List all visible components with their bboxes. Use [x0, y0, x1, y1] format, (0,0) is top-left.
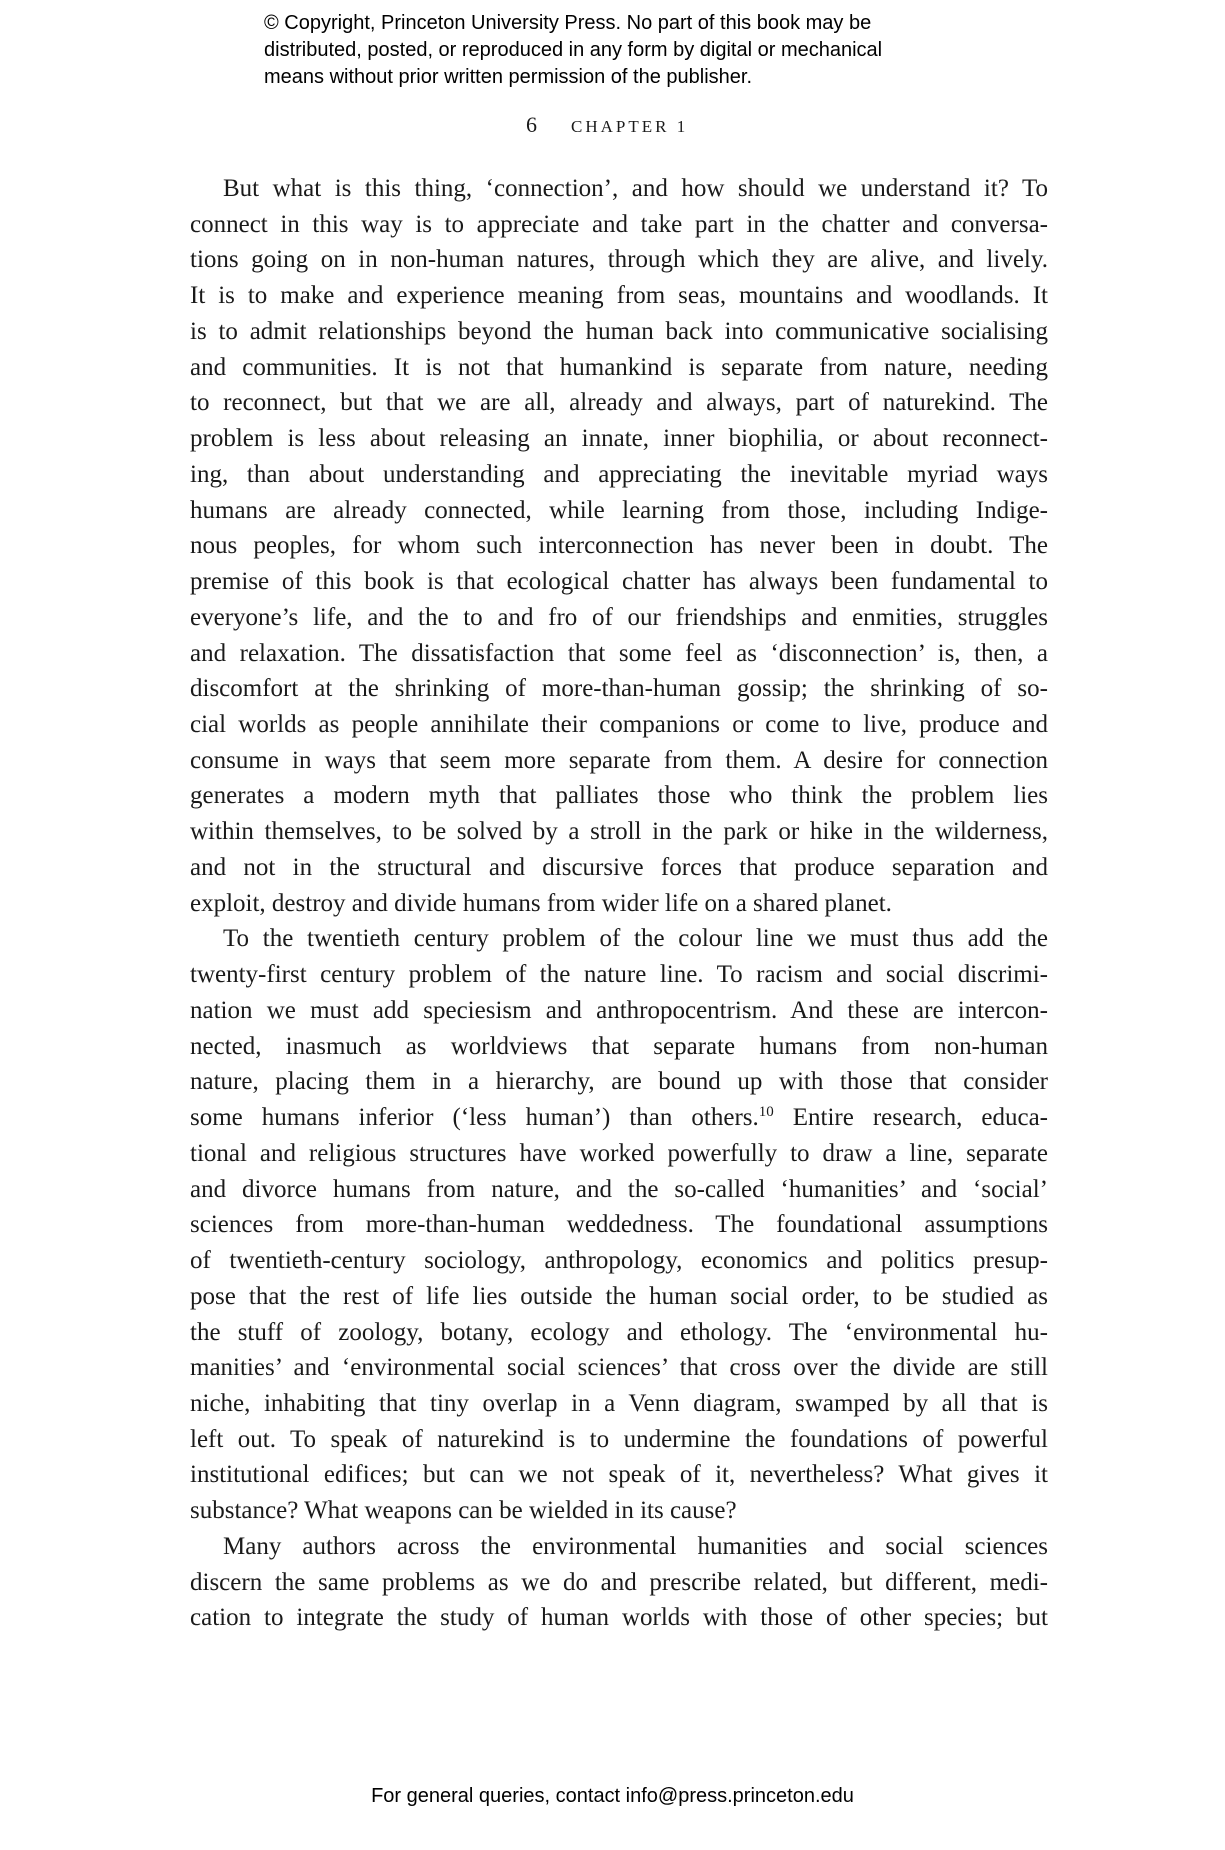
line-text: and communities. It is not that humankind is separate from nature, needing	[190, 353, 1048, 381]
line-text: of twentieth-century sociology, anthropology, economics and politics presup-	[190, 1247, 1048, 1275]
line-text: consume in ways that seem more separate from them. A desire for connection	[190, 746, 1048, 774]
line-text: and not in the structural and discursive forces that produce separation and	[190, 853, 1048, 881]
chapter-title: CHAPTER 1	[571, 117, 689, 136]
footer-contact	[0, 1783, 1225, 1810]
line-text: everyone’s life, and the to and fro of our friendships and enmities, struggles	[190, 603, 1048, 631]
text-line	[190, 350, 1048, 386]
line-text: cial worlds as people annihilate their companions or come to live, produce and	[190, 711, 1048, 739]
text-line	[190, 1207, 1048, 1243]
line-text: to reconnect, but that we are all, already and always, part of naturekind. The	[190, 389, 1048, 417]
text-line	[190, 636, 1048, 672]
line-text: It is to make and experience meaning from seas, mountains and woodlands. It	[190, 282, 1048, 310]
line-text: the stuff of zoology, botany, ecology and ethology. The ‘environmental hu-	[190, 1318, 1048, 1346]
line-text: institutional edifices; but can we not speak of it, nevertheless? What gives it	[190, 1461, 1048, 1489]
line-text-before-note: some humans inferior (‘less human’) than others.	[190, 1104, 759, 1132]
line-text: tional and religious structures have worked powerfully to draw a line, separate	[190, 1139, 1048, 1167]
text-line	[190, 242, 1048, 278]
text-line	[190, 1100, 1048, 1136]
line-text: cation to integrate the study of human worlds with those of other species; but	[190, 1604, 1048, 1632]
line-text: within themselves, to be solved by a stroll in the park or hike in the wilderness,	[190, 818, 1048, 846]
text-line	[190, 421, 1048, 457]
line-text: connect in this way is to appreciate and take part in the chatter and conversa-	[190, 210, 1048, 238]
text-line	[190, 743, 1048, 779]
line-text: generates a modern myth that palliates those who think the problem lies	[190, 782, 1048, 810]
text-line	[190, 814, 1048, 850]
text-line	[190, 457, 1048, 493]
text-line	[190, 1243, 1048, 1279]
text-line	[190, 886, 1048, 922]
text-line	[190, 1279, 1048, 1315]
body-text	[190, 171, 1048, 1636]
running-head	[0, 110, 1225, 140]
text-line	[190, 1422, 1048, 1458]
text-line	[190, 850, 1048, 886]
page-number: 6	[526, 112, 537, 137]
text-line	[190, 1029, 1048, 1065]
text-line	[190, 493, 1048, 529]
text-line	[190, 921, 1048, 957]
text-line	[190, 600, 1048, 636]
line-text: problem is less about releasing an innate, inner biophilia, or about reconnect-	[190, 425, 1048, 453]
text-line	[190, 278, 1048, 314]
text-line	[190, 1136, 1048, 1172]
line-text: twenty-first century problem of the nature line. To racism and social discrimi-	[190, 961, 1048, 989]
line-text: exploit, destroy and divide humans from wider life on a shared planet.	[190, 889, 892, 917]
line-text: nature, placing them in a hierarchy, are bound up with those that consider	[190, 1068, 1048, 1096]
line-text: discern the same problems as we do and prescribe related, but different, medi-	[190, 1568, 1048, 1596]
text-line	[190, 1600, 1048, 1636]
line-text: humans are already connected, while learning from those, including Indige-	[190, 496, 1048, 524]
text-line	[190, 385, 1048, 421]
text-line	[190, 207, 1048, 243]
line-text: nation we must add speciesism and anthropocentrism. And these are intercon-	[190, 996, 1048, 1024]
copyright-line	[264, 37, 964, 64]
text-line	[190, 1172, 1048, 1208]
line-text: niche, inhabiting that tiny overlap in a Venn diagram, swamped by all that is	[190, 1389, 1048, 1417]
line-text: manities’ and ‘environmental social sciences’ that cross over the divide are still	[190, 1354, 1048, 1382]
copyright-line-text: distributed, posted, or reproduced in any form by digital or mechanical	[264, 39, 883, 61]
text-line	[190, 707, 1048, 743]
text-line	[190, 1529, 1048, 1565]
footer-contact-text: For general queries, contact info@press.princeton.edu	[371, 1785, 854, 1807]
text-line	[190, 1315, 1048, 1351]
line-text: Many authors across the environmental humanities and social sciences	[223, 1532, 1048, 1560]
copyright-line	[264, 64, 964, 91]
line-text: premise of this book is that ecological chatter has always been fundamental to	[190, 568, 1048, 596]
copyright-notice	[264, 10, 964, 91]
text-line	[190, 1565, 1048, 1601]
text-line	[190, 528, 1048, 564]
line-text: sciences from more-than-human weddedness. The foundational assumptions	[190, 1211, 1048, 1239]
line-text: nected, inasmuch as worldviews that separate humans from non-human	[190, 1032, 1048, 1060]
text-line	[190, 671, 1048, 707]
line-text: substance? What weapons can be wielded in its cause?	[190, 1497, 737, 1525]
text-line	[190, 1457, 1048, 1493]
text-line	[190, 1386, 1048, 1422]
line-text: pose that the rest of life lies outside the human social order, to be studied as	[190, 1282, 1048, 1310]
line-text: To the twentieth century problem of the colour line we must thus add the	[223, 925, 1048, 953]
line-text: nous peoples, for whom such interconnection has never been in doubt. The	[190, 532, 1048, 560]
text-line	[190, 564, 1048, 600]
text-line	[190, 993, 1048, 1029]
text-line	[190, 1064, 1048, 1100]
copyright-line	[264, 10, 964, 37]
text-line	[190, 171, 1048, 207]
text-line	[190, 1493, 1048, 1529]
line-text: ing, than about understanding and appreciating the inevitable myriad ways	[190, 460, 1048, 488]
copyright-line-text: means without prior written permission of the publisher.	[264, 66, 753, 88]
text-line	[190, 1350, 1048, 1386]
line-text: and relaxation. The dissatisfaction that some feel as ‘disconnection’ is, then, a	[190, 639, 1048, 667]
line-text-after-note: Entire research, educa-	[773, 1104, 1048, 1132]
footnote-reference: 10	[758, 1104, 774, 1121]
text-line	[190, 957, 1048, 993]
line-text: and divorce humans from nature, and the so-called ‘humanities’ and ‘social’	[190, 1175, 1048, 1203]
line-text: But what is this thing, ‘connection’, and how should we understand it? To	[223, 175, 1048, 202]
line-text	[190, 1104, 1048, 1131]
line-text: discomfort at the shrinking of more-than-human gossip; the shrinking of so-	[190, 675, 1048, 703]
line-text: left out. To speak of naturekind is to undermine the foundations of powerful	[190, 1425, 1048, 1453]
line-text: is to admit relationships beyond the human back into communicative socialising	[190, 317, 1048, 345]
line-text: tions going on in non-human natures, through which they are alive, and lively.	[190, 246, 1048, 274]
text-line	[190, 314, 1048, 350]
text-line	[190, 778, 1048, 814]
copyright-line-text: © Copyright, Princeton University Press. No part of this book may be	[264, 12, 872, 34]
